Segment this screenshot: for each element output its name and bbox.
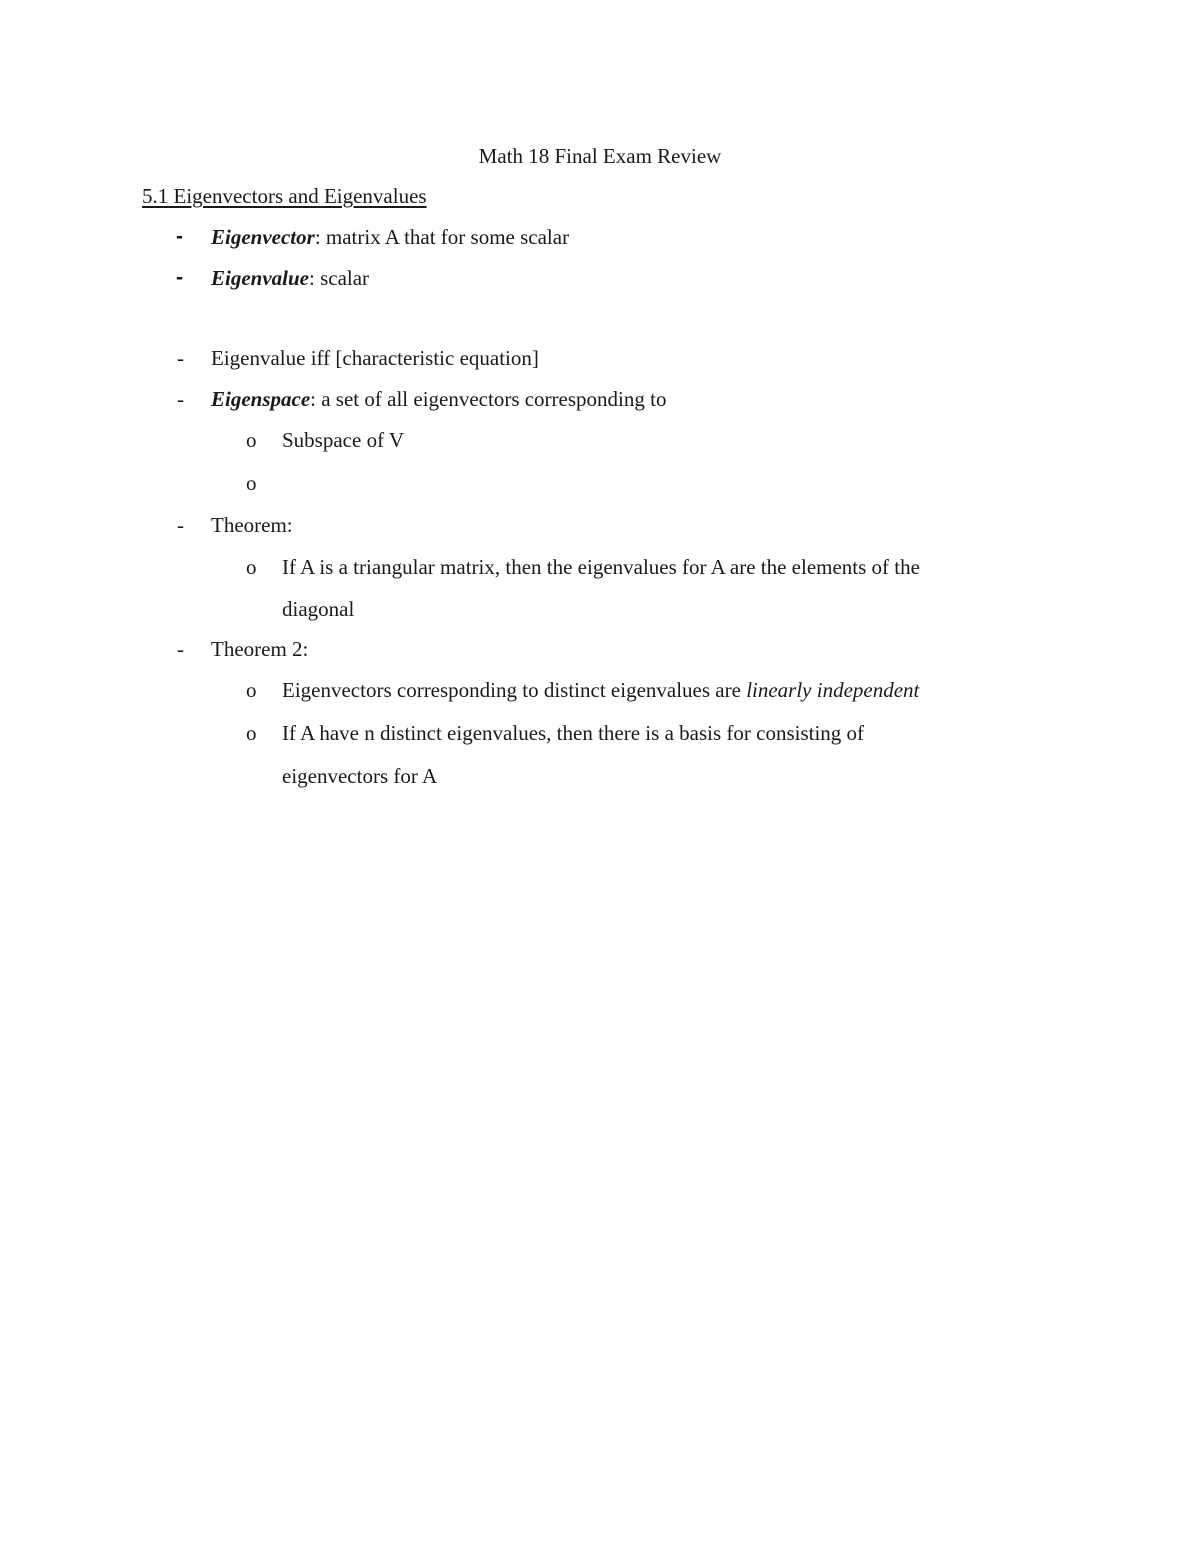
sub-item-independent (282, 677, 919, 703)
sub-item-text: Eigenvectors corresponding to distinct eigenvalues are (282, 678, 747, 702)
list-marker: - (177, 513, 184, 537)
list-item-eigenvector (211, 224, 569, 250)
term-eigenspace: Eigenspace (211, 387, 311, 411)
sub-bullet: o (246, 471, 257, 495)
sub-item-basis-continuation: eigenvectors for A (282, 764, 438, 788)
list-item-theorem-2: Theorem 2: (211, 637, 309, 661)
sub-item-triangular: If A is a triangular matrix, then the eigenvalues for A are the elements of the (282, 555, 920, 579)
definition-text: : matrix A that for some scalar (314, 225, 570, 249)
list-item-eigenspace (211, 386, 666, 412)
term-eigenvalue: Eigenvalue (211, 266, 309, 290)
list-marker: - (176, 225, 183, 248)
list-item-eigenvalue (211, 265, 369, 291)
list-marker: - (177, 346, 184, 370)
list-marker: - (177, 637, 184, 661)
page-title: Math 18 Final Exam Review (478, 144, 722, 168)
sub-item-basis: If A have n distinct eigenvalues, then there is a basis for consisting of (282, 721, 865, 745)
list-item-characteristic: Eigenvalue iff [characteristic equation] (211, 346, 539, 370)
term-eigenvector: Eigenvector (211, 225, 315, 249)
definition-text: : scalar (309, 266, 370, 290)
sub-bullet: o (246, 678, 257, 702)
definition-text: : a set of all eigenvectors corresponding to (310, 387, 667, 411)
list-marker: - (177, 387, 184, 411)
list-item-theorem: Theorem: (211, 513, 293, 537)
list-marker: - (176, 266, 183, 289)
sub-item-subspace: Subspace of V (282, 428, 405, 452)
sub-bullet: o (246, 555, 257, 579)
sub-item-triangular-continuation: diagonal (282, 597, 355, 621)
sub-bullet: o (246, 721, 257, 745)
sub-bullet: o (246, 428, 257, 452)
section-heading: 5.1 Eigenvectors and Eigenvalues (142, 184, 427, 208)
emphasis-linearly-independent: linearly independent (746, 678, 920, 702)
